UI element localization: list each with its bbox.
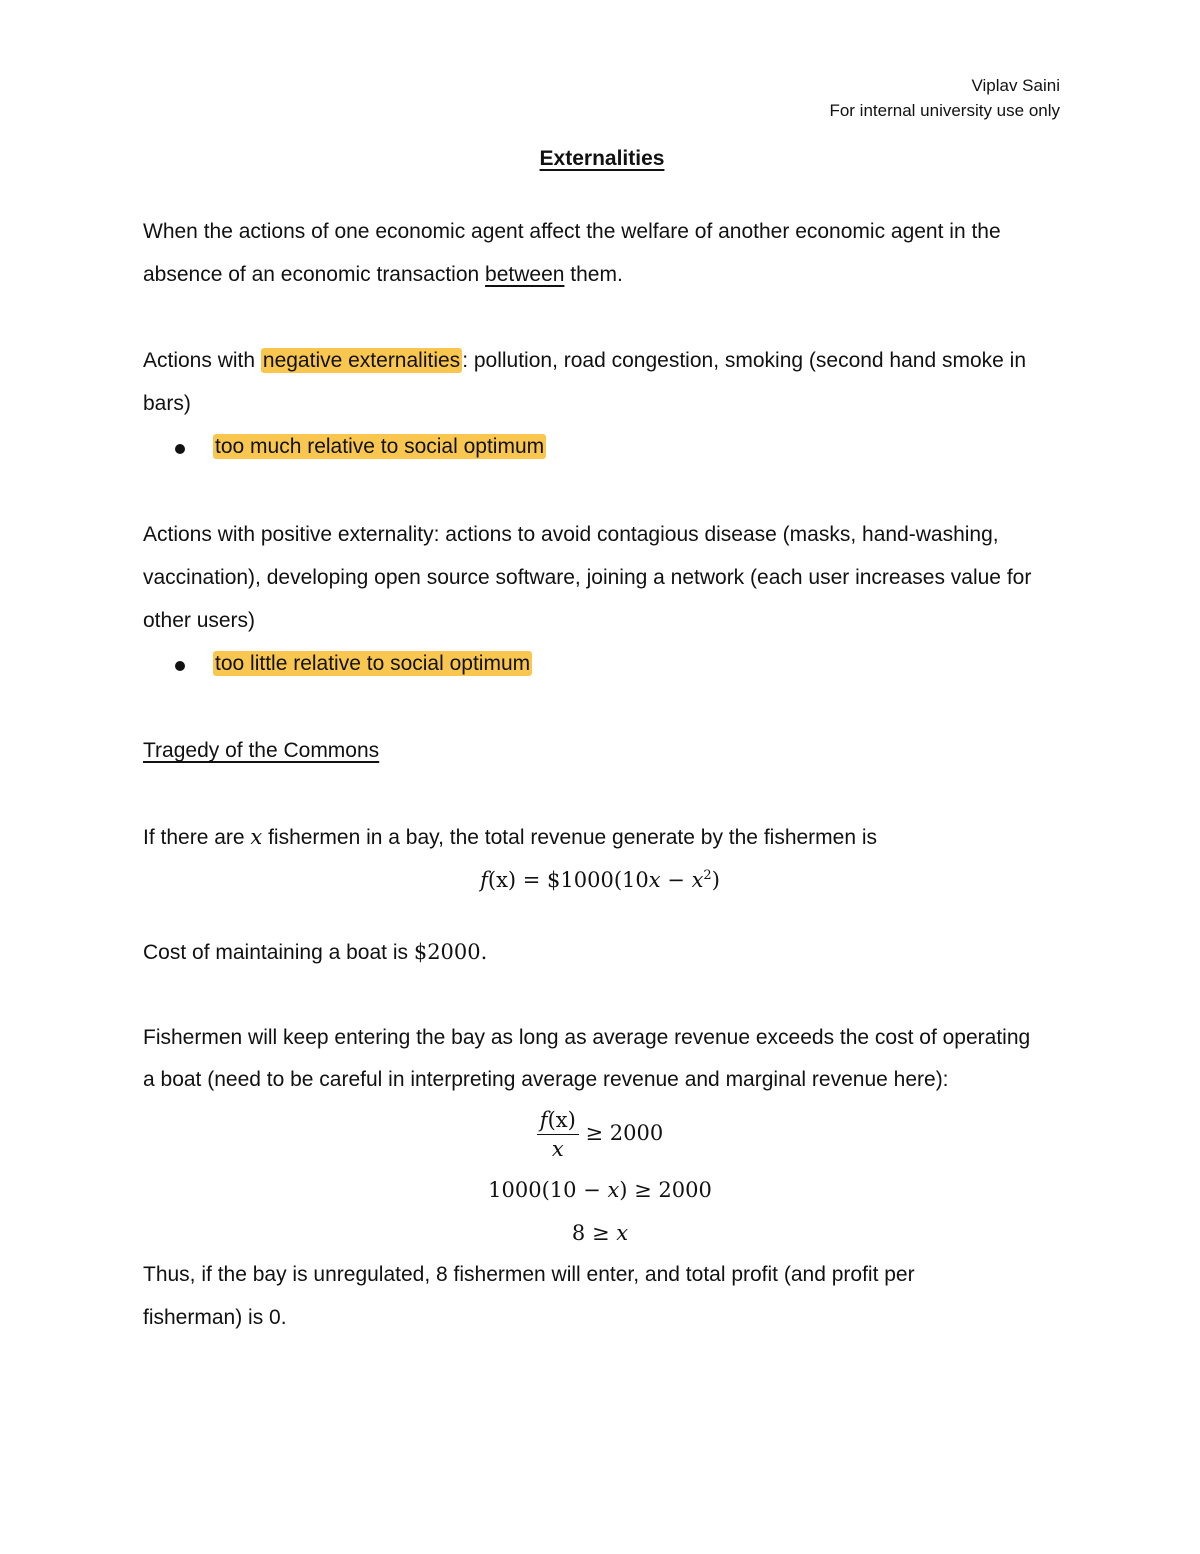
fraction-denominator: x (551, 1137, 564, 1161)
eq-arg: (x) (487, 868, 517, 892)
positive-line-2: vaccination), developing open source software, joining a network (each user increases value for (143, 566, 1032, 589)
intro-rest: fishermen in a bay, the total revenue generate by the fishermen is (262, 826, 878, 849)
negative-bullet (213, 435, 546, 459)
definition-end: them. (564, 263, 623, 286)
ineq3-left: 8 ≥ (571, 1221, 617, 1245)
boat-cost (143, 940, 487, 965)
entry-line-2: a boat (need to be careful in interpreting average revenue and marginal revenue here): (143, 1068, 949, 1091)
intro-text: If there are (143, 826, 251, 849)
eq-x: x (648, 868, 661, 892)
between-word: between (485, 263, 565, 286)
negative-externalities-highlight: negative externalities (262, 349, 461, 372)
too-little-highlight: too little relative to social optimum (215, 652, 531, 675)
ineq2-right: ) ≥ 2000 (619, 1178, 712, 1202)
average-revenue-inequality (0, 1108, 1200, 1161)
result-inequality (0, 1221, 1200, 1245)
negative-line-1 (143, 349, 1026, 373)
internal-use-notice: For internal university use only (829, 101, 1060, 120)
section-heading: Tragedy of the Commons (143, 739, 380, 762)
num-f: f (539, 1108, 548, 1132)
cost-text: Cost of maintaining a boat is (143, 941, 414, 964)
eq-close: ) (711, 868, 720, 892)
revenue-equation (0, 868, 1200, 892)
fraction-numerator (537, 1108, 579, 1135)
eq-exponent: 2 (703, 868, 712, 883)
conclusion-line-2: fisherman) is 0. (143, 1306, 287, 1329)
entry-line-1: Fishermen will keep entering the bay as long as average revenue exceeds the cost of operating (143, 1026, 1031, 1049)
negative-prefix: Actions with (143, 349, 261, 372)
definition-line-2 (143, 263, 623, 287)
eq-mid: = $1000(10 (516, 868, 649, 892)
cost-value: $2000. (413, 940, 488, 964)
math-variable: x (250, 825, 263, 849)
positive-line-1: Actions with positive externality: actions to avoid contagious disease (masks, hand-washing, (143, 523, 999, 546)
ineq1-rhs: ≥ 2000 (578, 1121, 664, 1145)
ineq2-x: x (607, 1178, 620, 1202)
fraction (537, 1108, 579, 1161)
bullet-dot (175, 444, 185, 454)
too-much-highlight: too much relative to social optimum (215, 435, 545, 458)
ineq2-left: 1000(10 − (488, 1178, 608, 1202)
page-title: Externalities (539, 147, 665, 170)
num-arg: (x) (547, 1108, 576, 1132)
eq-x2: x (691, 868, 704, 892)
conclusion-line-1: Thus, if the bay is unregulated, 8 fishermen will enter, and total profit (and profit per (143, 1263, 915, 1286)
eq-minus: − (660, 868, 692, 892)
definition-text: absence of an economic transaction (143, 263, 486, 286)
negative-examples: : pollution, road congestion, smoking (second hand smoke in (462, 349, 1027, 372)
negative-line-2: bars) (143, 392, 191, 415)
eq-f: f (480, 868, 488, 892)
author-name: Viplav Saini (971, 76, 1060, 95)
definition-line-1: When the actions of one economic agent affect the welfare of another economic agent in the (143, 220, 1001, 243)
bullet-dot (175, 661, 185, 671)
positive-bullet (213, 652, 532, 676)
simplified-inequality (0, 1178, 1200, 1202)
ineq3-x: x (616, 1221, 629, 1245)
positive-line-3: other users) (143, 609, 256, 632)
fishermen-intro (143, 825, 877, 850)
